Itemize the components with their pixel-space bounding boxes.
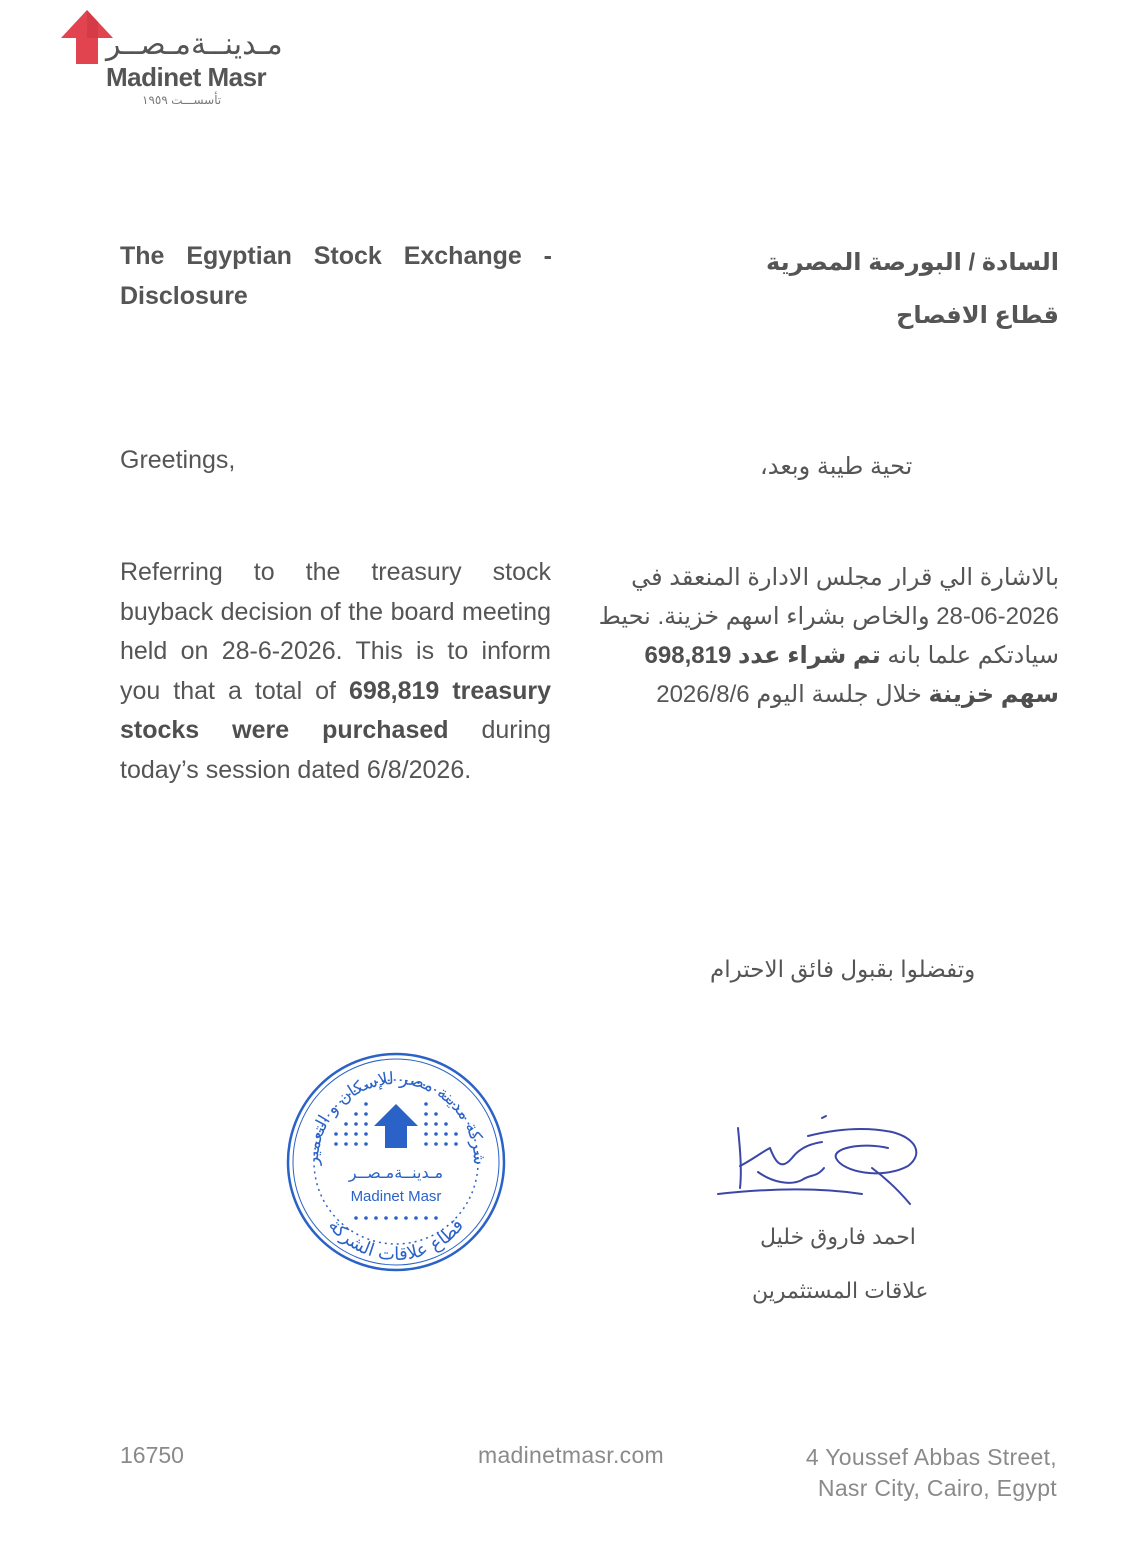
footer-website[interactable]: madinetmasr.com	[478, 1442, 665, 1468]
body-arabic-bold: تم شراء عدد 698,819 سهم خزينة	[644, 642, 1059, 708]
signatory-name: احمد فاروق خليل	[760, 1224, 916, 1249]
body-english	[120, 553, 551, 791]
handwritten-signature-icon	[712, 1108, 932, 1220]
footer-hotline: 16750	[120, 1442, 184, 1468]
logo-arabic-name: مـدينــةمـصــر	[106, 28, 283, 61]
addressee-english: The Egyptian Stock Exchange - Disclosure	[120, 242, 552, 310]
addressee-arabic-line2: قطاع الافصاح	[896, 302, 1059, 329]
body-arabic-part2: خلال جلسة اليوم 2026/8/6	[656, 681, 929, 708]
stamp-center-arabic: مـدينــةمـصــر	[348, 1163, 444, 1182]
footer-address	[806, 1442, 1057, 1504]
stamp-top-text: شركة مدينة مصر للإسكان و التعمير	[302, 1068, 490, 1166]
stamp-seal-icon	[282, 1048, 510, 1276]
body-arabic	[589, 558, 1059, 714]
body-arabic-part1: بالاشارة الي قرار مجلس الادارة المنعقد في 2026-06-28 والخاص بشراء اسهم خزينة. نحيط سيادتكم علما بانه	[598, 564, 1059, 669]
addressee-arabic	[629, 236, 1059, 342]
addressee-arabic-line1: السادة / البورصة المصرية	[766, 249, 1059, 276]
footer-address-line1: 4 Youssef Abbas Street,	[805, 1444, 1057, 1470]
stamp-center-english: Madinet Masr	[350, 1188, 442, 1205]
body-english-part1: Referring to the treasury stock buyback decision of the board meeting held on 28-6-2026. This is to inform you that a total of	[120, 558, 551, 705]
greeting-english: Greetings,	[120, 446, 236, 474]
logo-english-name: Madinet Masr	[106, 62, 267, 92]
signatory-title: علاقات المستثمرين	[752, 1278, 929, 1303]
body-english-bold: 698,819 treasury stocks were purchased	[120, 676, 551, 745]
body-english-part2: during today’s session dated 6/8/2026.	[120, 716, 551, 784]
stamp-bottom-text: قطاع علاقات الشركة	[323, 1215, 469, 1266]
closing-arabic: وتفضلوا بقبول فائق الاحترام	[710, 956, 976, 982]
greeting-arabic: تحية طيبة وبعد،	[760, 453, 913, 480]
footer-address-line2: Nasr City, Cairo, Egypt	[817, 1475, 1057, 1501]
logo-established: تأسســـت ١٩٥٩	[142, 93, 222, 107]
